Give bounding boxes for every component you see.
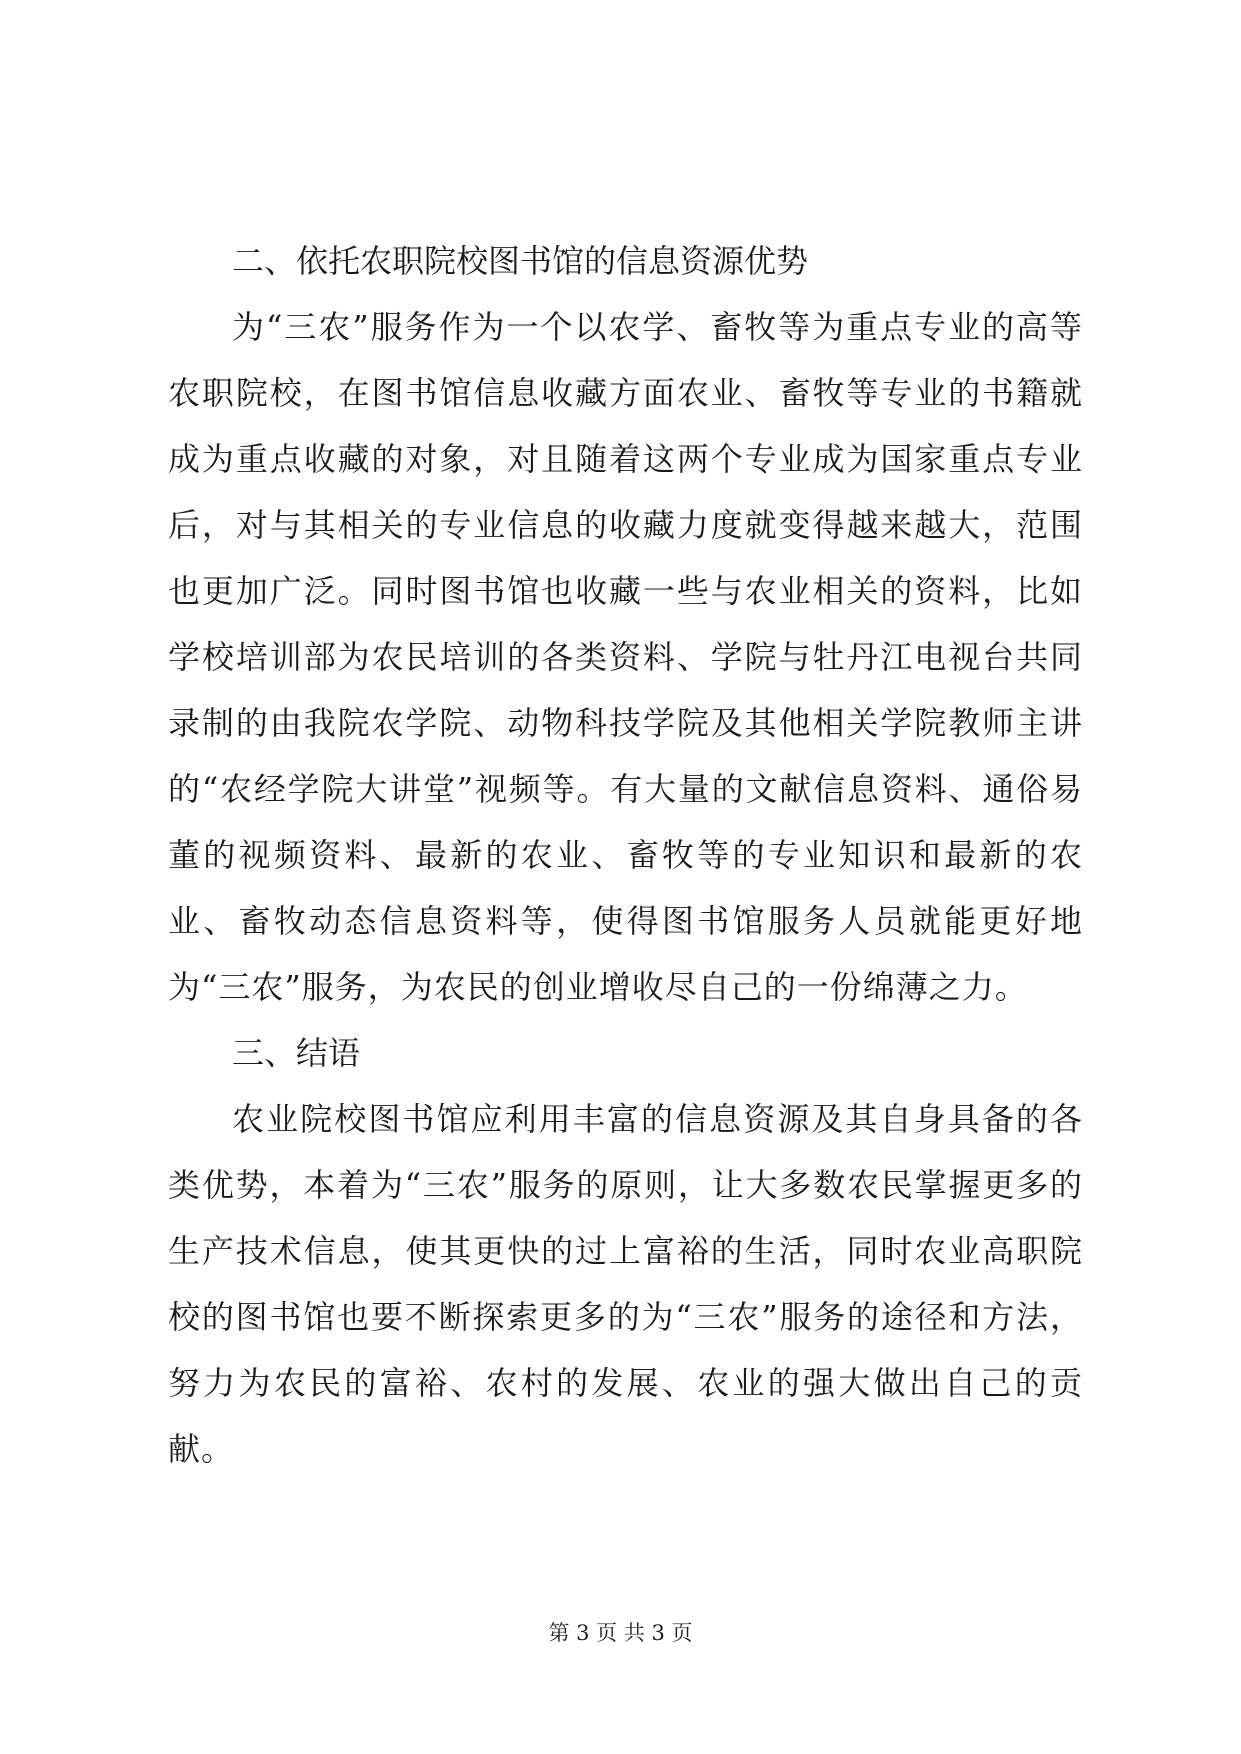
page-number-footer: 第 3 页 共 3 页 xyxy=(548,1621,693,1645)
section-2-paragraph: 为“三农”服务作为一个以农学、畜牧等为重点专业的高等农职院校，在图书馆信息收藏方面农业、畜牧等专业的书籍就成为重点收藏的对象，对且随着这两个专业成为国家重点专业后，对与其相关的专业信息的收藏力度就变得越来越大，范围也更加广泛。同时图书馆也收藏一些与农业相关的资料，比如学校培训部为农民培训的各类资料、学院与牡丹江电视台共同录制的由我院农学院、动物科技学院及其他相关学院教师主讲的“农经学院大讲堂”视频等。有大量的文献信息资料、通俗易董的视频资料、最新的农业、畜牧等的专业知识和最新的农业、畜牧动态信息资料等，使得图书馆服务人员就能更好地为“三农”服务，为农民的创业增收尽自己的一份绵薄之力。 xyxy=(168,308,1083,1006)
document-body xyxy=(168,228,1083,1482)
section-3-paragraph: 农业院校图书馆应利用丰富的信息资源及其自身具备的各类优势，本着为“三农”服务的原则，让大多数农民掌握更多的生产技术信息，使其更快的过上富裕的生活，同时农业高职院校的图书馆也要不断探索更多的为“三农”服务的途径和方法，努力为农民的富裕、农村的发展、农业的强大做出自己的贡献。 xyxy=(168,1100,1083,1468)
section-2-heading: 二、依托农职院校图书馆的信息资源优势 xyxy=(232,242,809,280)
section-3-heading: 三、结语 xyxy=(232,1034,361,1072)
